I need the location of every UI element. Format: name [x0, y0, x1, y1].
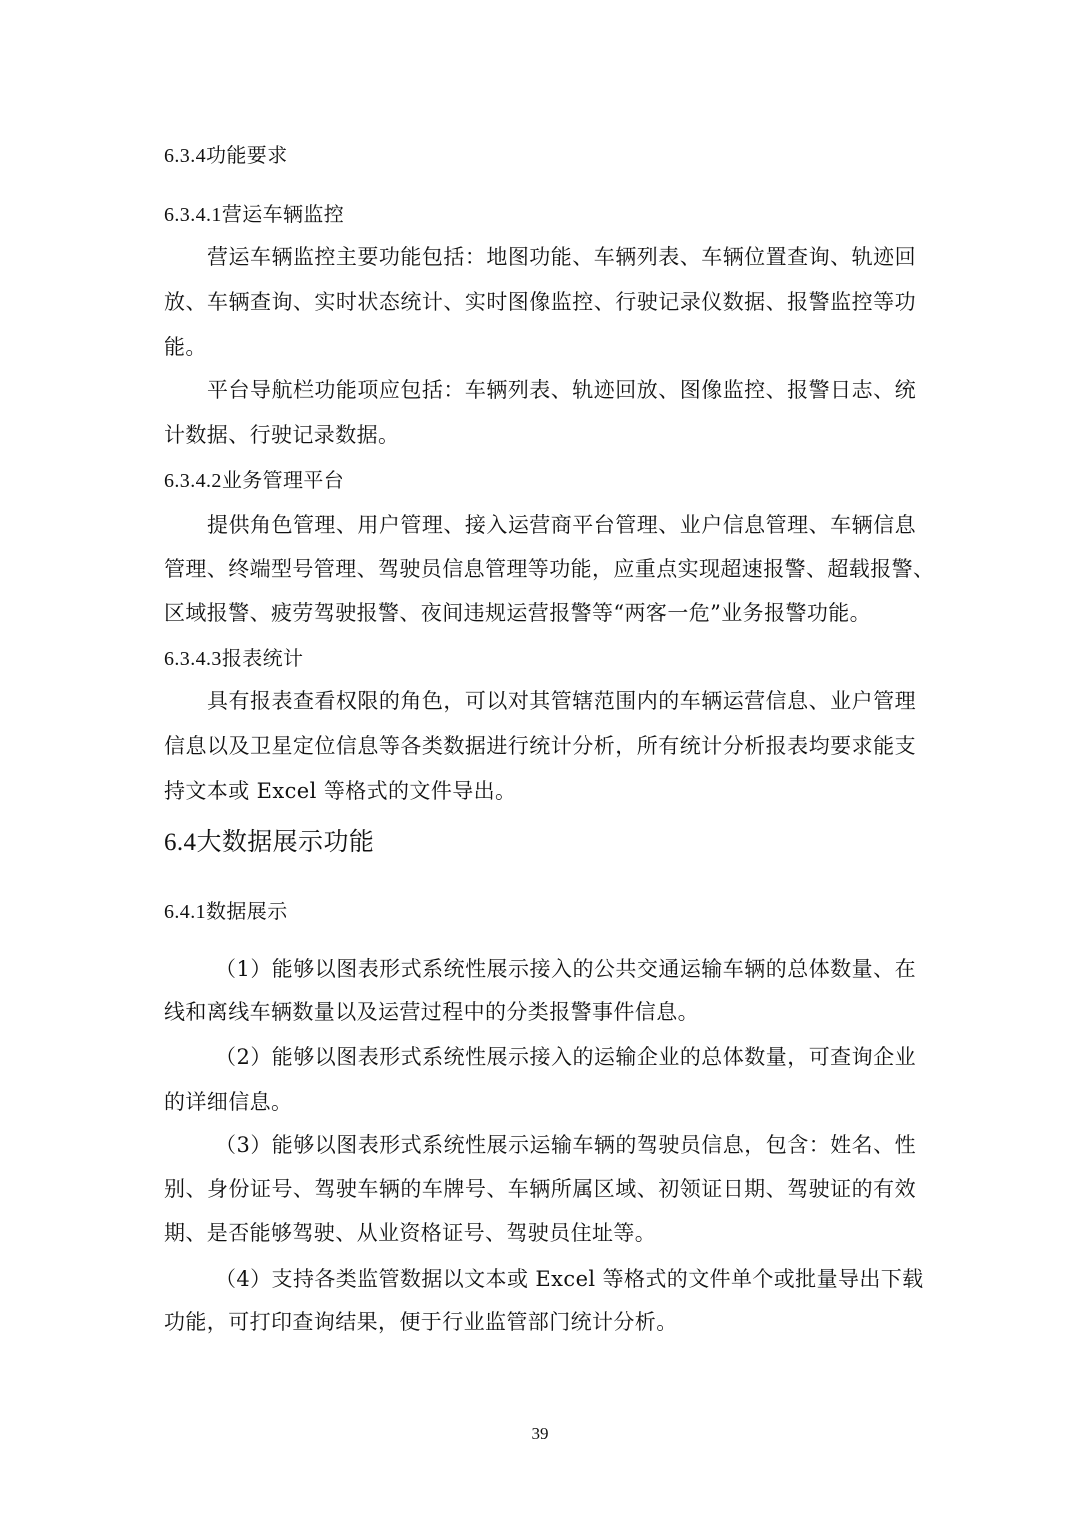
paragraph-line: 管理、终端型号管理、驾驶员信息管理等功能，应重点实现超速报警、超载报警、	[164, 557, 935, 581]
list-item-line: 线和离线车辆数量以及运营过程中的分类报警事件信息。	[164, 1000, 699, 1024]
paragraph-line: 具有报表查看权限的角色，可以对其管辖范围内的车辆运营信息、业户管理	[207, 689, 916, 713]
paragraph-line: 平台导航栏功能项应包括：车辆列表、轨迹回放、图像监控、报警日志、统	[207, 378, 916, 402]
paragraph-line: 区域报警、疲劳驾驶报警、夜间违规运营报警等“两客一危”业务报警功能。	[164, 601, 872, 625]
heading-6-4-1: 6.4.1数据展示	[164, 899, 288, 923]
list-item-line: 期、是否能够驾驶、从业资格证号、驾驶员住址等。	[164, 1221, 657, 1245]
paragraph-line: 营运车辆监控主要功能包括：地图功能、车辆列表、车辆位置查询、轨迹回	[207, 245, 916, 269]
paragraph-line: 放、车辆查询、实时状态统计、实时图像监控、行驶记录仪数据、报警监控等功	[164, 290, 916, 314]
heading-6-3-4-1: 6.3.4.1营运车辆监控	[164, 202, 345, 226]
paragraph-line: 信息以及卫星定位信息等各类数据进行统计分析，所有统计分析报表均要求能支	[164, 734, 916, 758]
list-item-line: （3）能够以图表形式系统性展示运输车辆的驾驶员信息，包含：姓名、性	[215, 1133, 916, 1157]
list-item-line: 的详细信息。	[164, 1090, 293, 1114]
paragraph-line: 计数据、行驶记录数据。	[164, 423, 400, 447]
list-item-line: 功能，可打印查询结果，便于行业监管部门统计分析。	[164, 1310, 678, 1334]
paragraph-line: 能。	[164, 335, 207, 359]
paragraph-line: 提供角色管理、用户管理、接入运营商平台管理、业户信息管理、车辆信息	[207, 513, 916, 537]
heading-6-3-4-2: 6.3.4.2业务管理平台	[164, 468, 345, 492]
list-item-line: （1）能够以图表形式系统性展示接入的公共交通运输车辆的总体数量、在	[215, 957, 916, 981]
list-item-line: 别、身份证号、驾驶车辆的车牌号、车辆所属区域、初领证日期、驾驶证的有效	[164, 1177, 916, 1201]
list-item-line: （4）支持各类监管数据以文本或 Excel 等格式的文件单个或批量导出下载	[215, 1267, 924, 1291]
paragraph-line: 持文本或 Excel 等格式的文件导出。	[164, 779, 517, 803]
list-item-line: （2）能够以图表形式系统性展示接入的运输企业的总体数量，可查询企业	[215, 1045, 916, 1069]
heading-6-3-4-3: 6.3.4.3报表统计	[164, 646, 304, 670]
heading-6-3-4: 6.3.4功能要求	[164, 143, 288, 167]
heading-6-4: 6.4大数据展示功能	[164, 827, 375, 856]
page-number: 39	[531, 1424, 549, 1443]
